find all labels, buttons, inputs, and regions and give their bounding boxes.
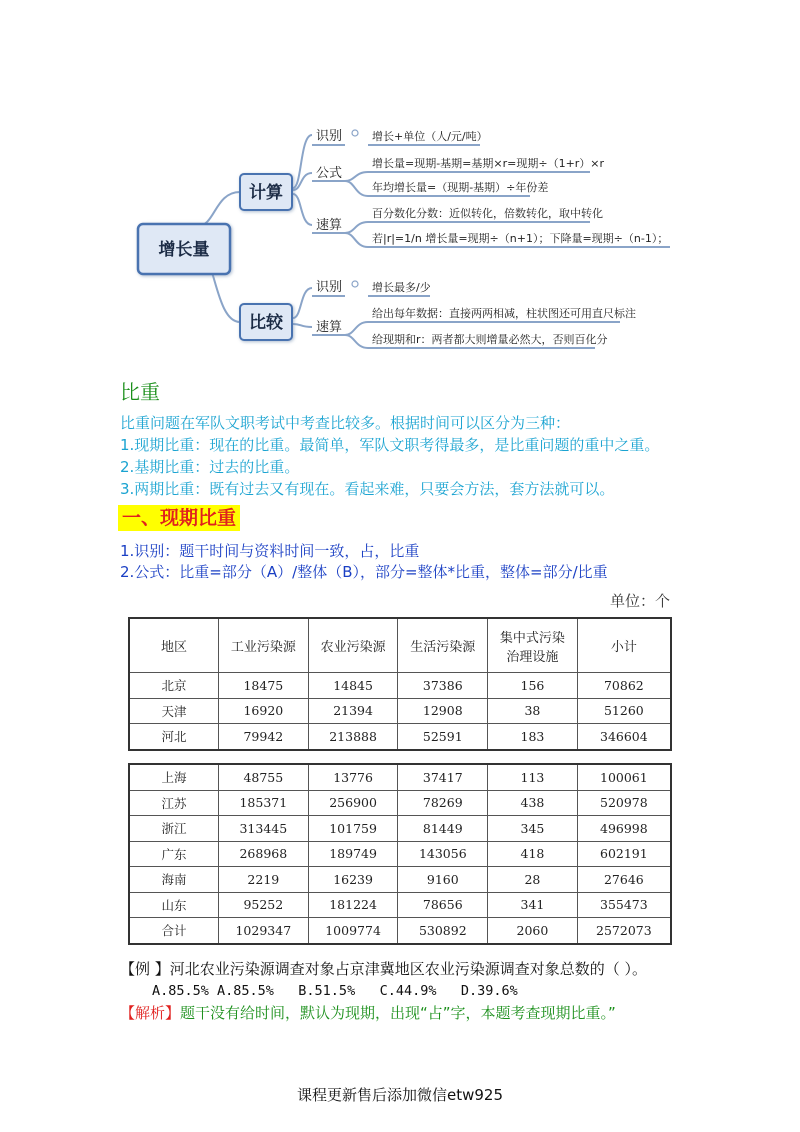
table-cell: 95252 [218, 892, 308, 918]
table-cell: 101759 [308, 816, 398, 842]
example-question [120, 958, 647, 979]
table-cell: 37417 [398, 764, 488, 790]
row-region: 山东 [129, 892, 218, 918]
table-row [129, 892, 671, 918]
header-region: 地区 [129, 618, 219, 673]
row-region: 河北 [129, 724, 219, 750]
unit-label: 单位：个 [610, 592, 671, 610]
table-cell: 2219 [218, 867, 308, 893]
table-cell: 438 [488, 790, 578, 816]
table-row [129, 816, 671, 842]
footer-note: 课程更新售后添加微信etw925 [296, 1086, 503, 1104]
table-cell: 78269 [398, 790, 488, 816]
table-cell: 189749 [308, 841, 398, 867]
compare-fast-label: 速算 [316, 320, 343, 335]
table-cell: 27646 [577, 867, 671, 893]
subsection-title: 一、现期比重 [118, 505, 240, 531]
header-agricultural: 农业污染源 [308, 618, 398, 673]
table-cell: 418 [488, 841, 578, 867]
intro-line-1: 1.现期比重：现在的比重。最简单，军队文职考得最多，是比重问题的重中之重。 [120, 436, 660, 454]
compare-fast-1: 给出每年数据：直接两两相减，柱状图还可用直尺标注 [372, 307, 636, 320]
table-cell: 355473 [577, 892, 671, 918]
table-cell: 52591 [398, 724, 488, 750]
example-analysis [120, 1002, 616, 1023]
table-cell: 496998 [577, 816, 671, 842]
table-cell: 113 [488, 764, 578, 790]
table-cell: 13776 [308, 764, 398, 790]
intro-line-0: 比重问题在军队文职考试中考查比较多。根据时间可以区分为三种： [120, 414, 571, 432]
table-row [129, 918, 671, 944]
table-cell: 213888 [308, 724, 398, 750]
table-cell: 1029347 [218, 918, 308, 944]
table-cell: 9160 [398, 867, 488, 893]
calc-formula-label: 公式 [316, 166, 343, 181]
intro-line-2: 2.基期比重：过去的比重。 [120, 458, 300, 476]
mind-map [0, 0, 800, 370]
table-header-row [129, 618, 671, 673]
table-cell: 1009774 [308, 918, 398, 944]
calc-formula-1: 增长量=现期-基期=基期×r=现期÷（1+r）×r [372, 157, 605, 170]
calc-fast-1: 百分数化分数：近似转化，倍数转化，取中转化 [372, 207, 603, 220]
table-cell: 143056 [398, 841, 488, 867]
table-cell: 16920 [219, 698, 309, 724]
table-cell: 18475 [219, 673, 309, 699]
row-region: 广东 [129, 841, 218, 867]
row-region: 浙江 [129, 816, 218, 842]
point-formula: 2.公式：比重=部分（A）/整体（B），部分=整体*比重，整体=部分/比重 [120, 563, 608, 581]
table-cell: 2572073 [577, 918, 671, 944]
header-industrial: 工业污染源 [219, 618, 309, 673]
table-cell: 37386 [398, 673, 488, 699]
calc-fast-2: 若|r|=1/n 增长量=现期÷（n+1）；下降量=现期÷（n-1）； [372, 232, 669, 245]
table-cell: 51260 [577, 698, 671, 724]
calc-node: 计算 [249, 183, 283, 203]
header-centralized [488, 618, 578, 673]
table-cell: 345 [488, 816, 578, 842]
table-cell: 156 [488, 673, 578, 699]
table-cell: 12908 [398, 698, 488, 724]
table-cell: 181224 [308, 892, 398, 918]
table-row [129, 698, 671, 724]
table-row [129, 841, 671, 867]
table-cell: 38 [488, 698, 578, 724]
compare-identify-label: 识别 [316, 280, 343, 295]
intro-line-3: 3.两期比重：既有过去又有现在。看起来难，只要会方法，套方法就可以。 [120, 480, 615, 498]
table-row [129, 764, 671, 790]
table-cell: 21394 [308, 698, 398, 724]
table-cell: 2060 [488, 918, 578, 944]
table-cell: 81449 [398, 816, 488, 842]
table-cell: 346604 [577, 724, 671, 750]
compare-fast-2: 给现期和r：两者都大则增量必然大，否则百化分 [372, 333, 608, 346]
header-centralized-line2: 治理设施 [506, 649, 559, 665]
table-cell: 185371 [218, 790, 308, 816]
table-row [129, 867, 671, 893]
table-cell: 602191 [577, 841, 671, 867]
table-cell: 78656 [398, 892, 488, 918]
calc-identify-text: 增长+单位（人/元/吨） [372, 130, 488, 143]
table-cell: 341 [488, 892, 578, 918]
table-cell: 313445 [218, 816, 308, 842]
table-cell: 530892 [398, 918, 488, 944]
example-tag: 【例 】 [120, 960, 170, 978]
table-row [129, 673, 671, 699]
table-cell: 256900 [308, 790, 398, 816]
data-table-top [128, 617, 672, 751]
table-row [129, 790, 671, 816]
table-cell: 520978 [577, 790, 671, 816]
calc-formula-2: 年均增长量=（现期-基期）÷年份差 [372, 181, 549, 194]
table-cell: 14845 [308, 673, 398, 699]
row-region: 天津 [129, 698, 219, 724]
example-options: A.85.5% A.85.5% B.51.5% C.44.9% D.39.6% [152, 983, 518, 999]
row-region: 上海 [129, 764, 218, 790]
header-subtotal: 小计 [577, 618, 671, 673]
table-cell: 48755 [218, 764, 308, 790]
example-question-text: 河北农业污染源调查对象占京津冀地区农业污染源调查对象总数的（ ）。 [169, 960, 648, 978]
data-table-bottom [128, 763, 672, 945]
row-region: 江苏 [129, 790, 218, 816]
point-identify: 1.识别：题干时间与资料时间一致，占，比重 [120, 542, 420, 560]
table-cell: 79942 [219, 724, 309, 750]
table-cell: 28 [488, 867, 578, 893]
table-cell: 70862 [577, 673, 671, 699]
calc-identify-label: 识别 [316, 129, 343, 144]
row-region: 海南 [129, 867, 218, 893]
compare-node: 比较 [249, 313, 283, 333]
table-cell: 268968 [218, 841, 308, 867]
row-region: 合计 [129, 918, 218, 944]
analysis-text: 题干没有给时间，默认为现期，出现“占”字，本题考查现期比重。” [180, 1004, 616, 1022]
table-cell: 100061 [577, 764, 671, 790]
table-row [129, 724, 671, 750]
calc-fast-label: 速算 [316, 218, 343, 233]
mind-map-root: 增长量 [158, 240, 210, 260]
section-heading: 比重 [120, 380, 160, 404]
header-centralized-line1: 集中式污染 [499, 630, 565, 646]
compare-identify-text: 增长最多/少 [372, 281, 431, 294]
header-domestic: 生活污染源 [398, 618, 488, 673]
row-region: 北京 [129, 673, 219, 699]
table-cell: 16239 [308, 867, 398, 893]
analysis-tag: 【解析】 [120, 1004, 181, 1022]
table-cell: 183 [488, 724, 578, 750]
